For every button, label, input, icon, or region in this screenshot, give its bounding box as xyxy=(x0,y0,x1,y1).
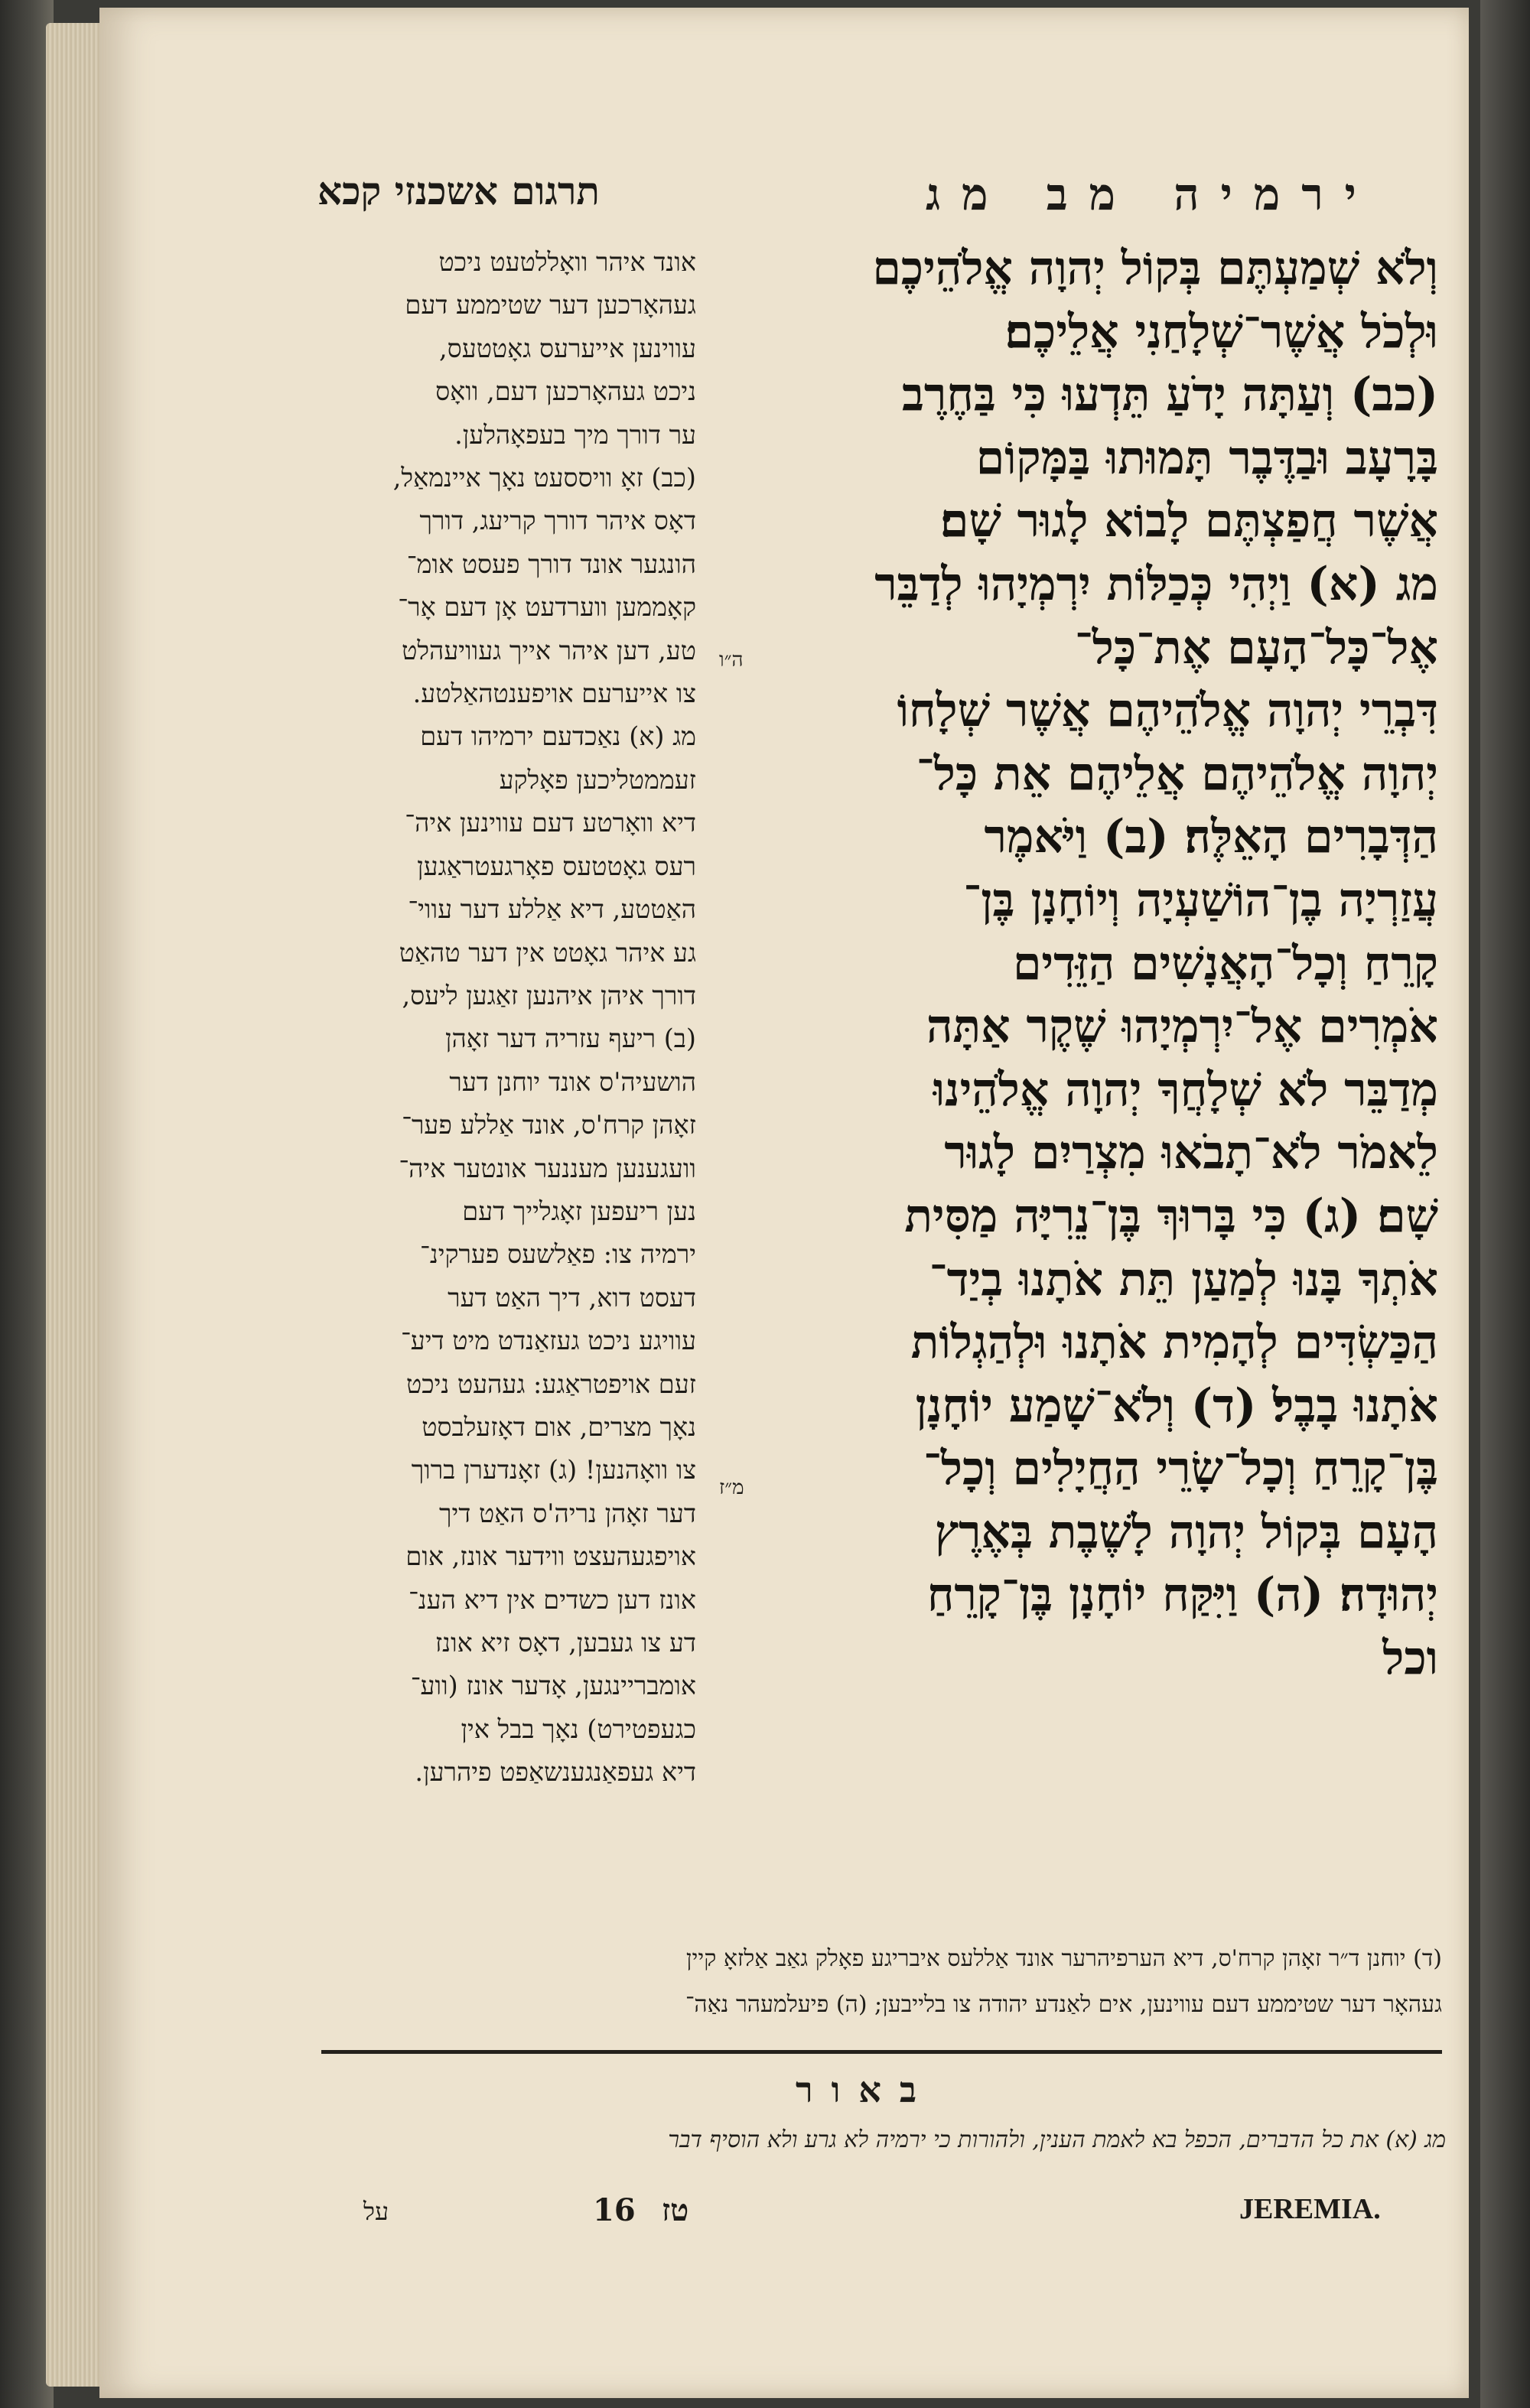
page-number: 16 xyxy=(593,2192,636,2228)
hebrew-line: בָּרָעָב וּבַדֶּבֶר תָּמוּתוּ בַּמָּקוֹם xyxy=(975,431,1438,485)
yiddish-line: וועגענען מעננער אונטער איה־ xyxy=(399,1153,696,1183)
yiddish-line: טע, דען איהר אייך געוויעהלט xyxy=(402,635,696,665)
hebrew-line: אֶל־כָּל־הָעָם אֶת־כָּל־ xyxy=(1074,620,1438,675)
hebrew-text-column xyxy=(746,237,1438,1690)
hebrew-line: אֹתְךָ בָּנוּ לְמַעַן תֵּת אֹתָנוּ בְיַד־ xyxy=(929,1252,1438,1307)
yiddish-line: זעם אויפטראַגע: געהעט ניכט xyxy=(405,1368,696,1399)
yiddish-line: דער זאָהן נריה'ס האַט דיך xyxy=(439,1498,696,1528)
yiddish-line: ניכט געהאָרכען דעם, וואָס xyxy=(435,376,696,407)
yiddish-line: ער דורך מיך בעפאָהלען. xyxy=(454,419,696,450)
yiddish-line: אויפגעהעצט ווידער אונז, אום xyxy=(405,1541,696,1572)
yiddish-line: דיא געפאַנגענשאַפט פיהרען. xyxy=(415,1757,696,1788)
book-binding-right xyxy=(1480,0,1530,2408)
hebrew-line: (כב) וְעַתָּה יָדֹעַ תֵּדְעוּ כִּי בַּחֶרֶב xyxy=(901,368,1438,422)
yiddish-line: האַטטע, דיא אַללע דער עווי־ xyxy=(408,894,696,925)
yiddish-line: קאָממען ווערדעט אָן דעם אָר־ xyxy=(398,592,696,623)
hebrew-line: דִּבְרֵי יְהוָה אֱלֹהֵיהֶם אֲשֶׁר שְׁלָחוֹ xyxy=(897,684,1438,738)
biur-commentary-line: מג (א) את כל הדברים, הכפל בא לאמת הענין, ולהורות כי ירמיה לא גרע ולא הוסיף דבר xyxy=(668,2127,1446,2153)
yiddish-line: דע צו געבען, דאָס זיא אונז xyxy=(435,1628,696,1658)
yiddish-line: דיא וואָרטע דעם עווינען איה־ xyxy=(405,808,696,838)
book-name: JEREMIA. xyxy=(1239,2193,1381,2225)
yiddish-line: געהאָרכען דער שטיממע דעם xyxy=(405,290,696,321)
yiddish-line: מג (א) נאַכדעם ירמיהו דעם xyxy=(420,721,696,752)
hebrew-line: שָׁם׃ (ג) כִּי בָּרוּךְ בֶּן־נֵרִיָּה מַסִּית xyxy=(904,1189,1438,1243)
footnote-line: געהאָר דער שטיממע דעם עווינען, אים לאַנדע יהודה צו בלייבען; (ה) פיעלמעהר נאַה־ xyxy=(685,1991,1442,2018)
running-header-translation: תרגום אשכנזי קכא xyxy=(317,168,600,213)
margin-mark: ה״ו xyxy=(719,649,744,672)
hebrew-line: מְדַבֵּר לֹא שְׁלָחֲךָ יְהוָה אֱלֹהֵינוּ xyxy=(933,1062,1438,1117)
hebrew-line: וְלֹא שְׁמַעְתֶּם בְּקוֹל יְהוָה אֱלֹהֵיכֶם xyxy=(872,242,1438,295)
yiddish-line: אומבריינגען, אָדער אונז (ווע־ xyxy=(410,1671,696,1701)
hebrew-line: הַכַּשְׂדִּים לְהָמִית אֹתָנוּ וּלְהַגְלוֹת xyxy=(910,1316,1438,1370)
yiddish-line: דעסט דוא, דיך האַט דער xyxy=(448,1282,696,1313)
hebrew-line: עֲזַרְיָה בֶן־הוֹשַׁעְיָה וְיוֹחָנָן בֶּן־ xyxy=(963,873,1438,927)
yiddish-line: אונז דען כשדים אין דיא הענ־ xyxy=(408,1584,696,1615)
yiddish-line: זעממטליכען פאָלקע xyxy=(499,764,696,795)
yiddish-line: עווינען אייערעס גאָטטעס, xyxy=(439,333,696,363)
footnote-line: (ד) יוחנן ד״ר זאָהן קרח'ס, דיא הערפיהרער אונד אַללעס איבריגע פאָלק גאַב אַלזאָ קיין xyxy=(685,1945,1442,1972)
running-header-chapter: ירמיה מב מג xyxy=(926,168,1378,220)
hebrew-line: יְהוָה אֱלֹהֵיהֶם אֲלֵיהֶם אֵת כָּל־ xyxy=(916,747,1438,801)
yiddish-line: דורך איהן איהנען זאַגען ליעס, xyxy=(402,980,696,1010)
yiddish-line: הושעיה'ס אונד יוחנן דער xyxy=(449,1066,696,1097)
hebrew-line: וּלְכֹל אֲשֶׁר־שְׁלָחַנִי אֲלֵיכֶם׃ xyxy=(1004,304,1438,359)
margin-mark: מ״ז xyxy=(719,1476,744,1499)
hebrew-line: יְהוּדָה׃ (ה) וַיִּקַּח יוֹחָנָן בֶּן־קָרֵחַ xyxy=(926,1568,1438,1622)
biur-heading: באור xyxy=(796,2069,936,2110)
section-divider xyxy=(321,2050,1442,2054)
hebrew-line: וכל xyxy=(1382,1632,1438,1686)
hebrew-line: הַדְּבָרִים הָאֵלֶּה׃ (ב) וַיֹּאמֶר xyxy=(984,810,1438,864)
hebrew-line: בֶּן־קָרֵחַ וְכָל־שָׂרֵי הַחֲיָלִים וְכָל־ xyxy=(923,1442,1438,1496)
yiddish-line: דאָס איהר דורך קריעג, דורך xyxy=(419,506,696,536)
yiddish-line: אונד איהר וואָללטעט ניכט xyxy=(438,247,696,277)
hebrew-signature: טז xyxy=(662,2192,689,2228)
yiddish-line: נען ריעפען זאָגלייך דעם xyxy=(462,1196,696,1226)
hebrew-line: קָרֵחַ וְכָל־הָאֲנָשִׁים הַזֵּדִים xyxy=(1012,936,1438,991)
yiddish-line: (כב) זאָ וויססעט נאָך איינמאַל, xyxy=(392,463,696,493)
yiddish-line: גע איהר גאָטט אין דער טהאַט xyxy=(399,937,696,968)
yiddish-line: עוויגע ניכט געזאַנדט מיט דיע־ xyxy=(400,1326,696,1356)
yiddish-line: צו אייערעם אויפענטהאַלטע. xyxy=(412,678,696,709)
yiddish-line: ירמיה צו: פאַלשעס פערקינ־ xyxy=(420,1239,696,1270)
yiddish-line: זאָהן קרח'ס, אונד אַללע פער־ xyxy=(402,1110,696,1141)
hebrew-line: אֹתָנוּ בָבֶל׃ (ד) וְלֹא־שָׁמַע יוֹחָנָן xyxy=(915,1378,1438,1433)
yiddish-line: רעס גאָטטעס פאָרגעטראַגען xyxy=(417,851,696,881)
catchword: על xyxy=(363,2197,389,2226)
hebrew-line: אֹמְרִים אֶל־יִרְמְיָהוּ שֶׁקֶר אַתָּה xyxy=(926,1000,1438,1054)
hebrew-line: הָעָם בְּקוֹל יְהוָה לָשֶׁבֶת בְּאֶרֶץ xyxy=(934,1505,1438,1559)
yiddish-line: צו וואָהנען! (ג) זאָנדערן ברוך xyxy=(411,1455,696,1485)
yiddish-translation-column xyxy=(314,241,696,1795)
yiddish-line: (ב) ריעף עזריה דער זאָהן xyxy=(444,1023,696,1054)
yiddish-line: כגעפטירט) נאָך בבל אין xyxy=(461,1713,696,1744)
yiddish-line: נאָך מצרים, אום דאָזעלבסט xyxy=(422,1411,696,1442)
yiddish-line: הונגער אונד דורך פעסט אומ־ xyxy=(406,548,696,579)
hebrew-line: אֲשֶׁר חֲפַצְתֶּם לָבוֹא לָגוּר שָׁם׃ xyxy=(939,494,1438,548)
hebrew-line: מג (א) וַיְהִי כְּכַלּוֹת יִרְמְיָהוּ לְדַבֵּר xyxy=(874,557,1438,611)
hebrew-line: לֵאמֹר לֹא־תָבֹאוּ מִצְרַיִם לָגוּר xyxy=(944,1126,1438,1180)
